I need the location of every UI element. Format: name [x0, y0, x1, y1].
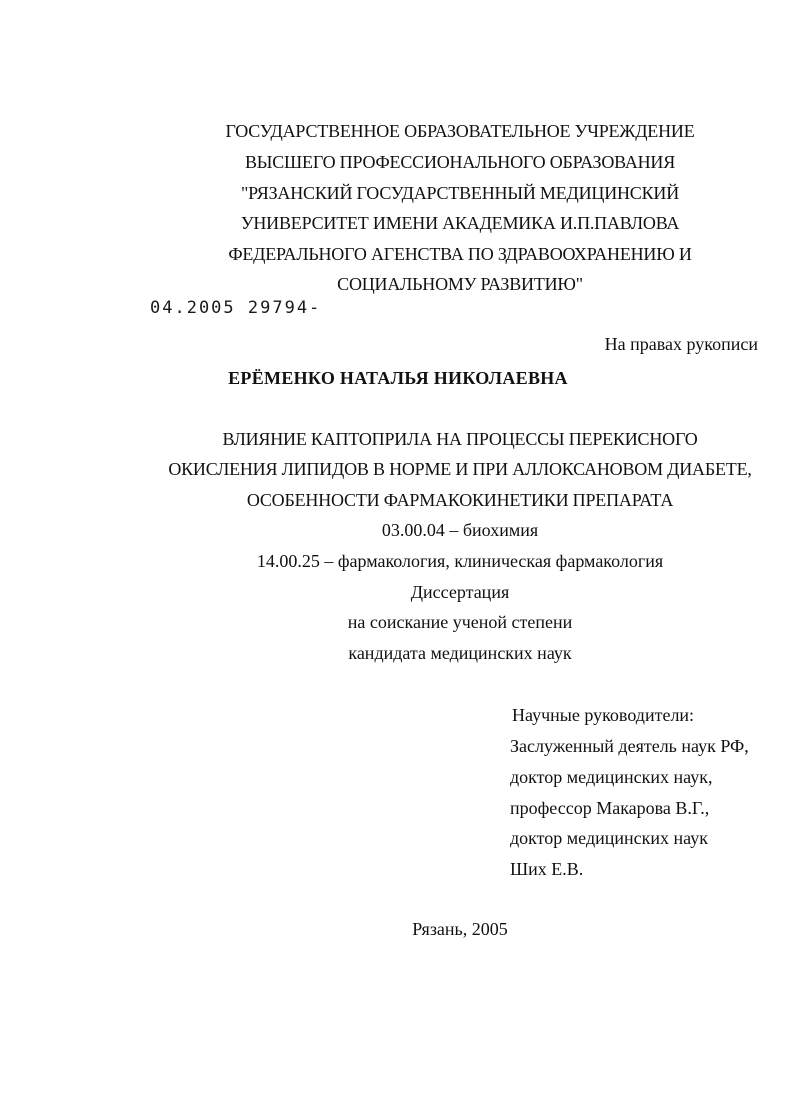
degree-line-3: кандидата медицинских наук	[348, 643, 572, 663]
supervisor-line-5: Ших Е.В.	[510, 859, 584, 879]
supervisor-line-3: профессор Макарова В.Г.,	[510, 798, 710, 818]
registration-stamp: 04.2005 29794-	[150, 298, 322, 318]
author-name: ЕРЁМЕНКО НАТАЛЬЯ НИКОЛАЕВНА	[228, 368, 568, 388]
specialty-2: 14.00.25 – фармакология, клиническая фармакология	[256, 551, 664, 571]
institution-line-1: ГОСУДАРСТВЕННОЕ ОБРАЗОВАТЕЛЬНОЕ УЧРЕЖДЕНИЕ	[225, 121, 695, 141]
institution-line-6: СОЦИАЛЬНОМУ РАЗВИТИЮ"	[337, 274, 583, 294]
institution-line-3: "РЯЗАНСКИЙ ГОСУДАРСТВЕННЫЙ МЕДИЦИНСКИЙ	[240, 183, 679, 203]
place-and-year: Рязань, 2005	[412, 919, 508, 939]
supervisor-line-2: доктор медицинских наук,	[510, 767, 713, 787]
supervisor-line-4: доктор медицинских наук	[510, 828, 708, 848]
institution-line-5: ФЕДЕРАЛЬНОГО АГЕНСТВА ПО ЗДРАВООХРАНЕНИЮ И	[228, 244, 692, 264]
title-line-2: ОКИСЛЕНИЯ ЛИПИДОВ В НОРМЕ И ПРИ АЛЛОКСАНОВОМ ДИАБЕТЕ,	[168, 459, 752, 479]
supervisor-line-1: Заслуженный деятель наук РФ,	[510, 736, 749, 756]
title-line-1: ВЛИЯНИЕ КАПТОПРИЛА НА ПРОЦЕССЫ ПЕРЕКИСНОГО	[222, 429, 698, 449]
institution-line-4: УНИВЕРСИТЕТ ИМЕНИ АКАДЕМИКА И.П.ПАВЛОВА	[240, 213, 680, 233]
specialty-1: 03.00.04 – биохимия	[381, 520, 539, 540]
supervisors-heading: Научные руководители:	[512, 705, 695, 725]
manuscript-note: На правах рукописи	[604, 334, 758, 354]
title-line-3: ОСОБЕННОСТИ ФАРМАКОКИНЕТИКИ ПРЕПАРАТА	[246, 490, 674, 510]
institution-line-2: ВЫСШЕГО ПРОФЕССИОНАЛЬНОГО ОБРАЗОВАНИЯ	[244, 152, 676, 172]
degree-line-1: Диссертация	[410, 582, 510, 602]
degree-line-2: на соискание ученой степени	[347, 612, 573, 632]
